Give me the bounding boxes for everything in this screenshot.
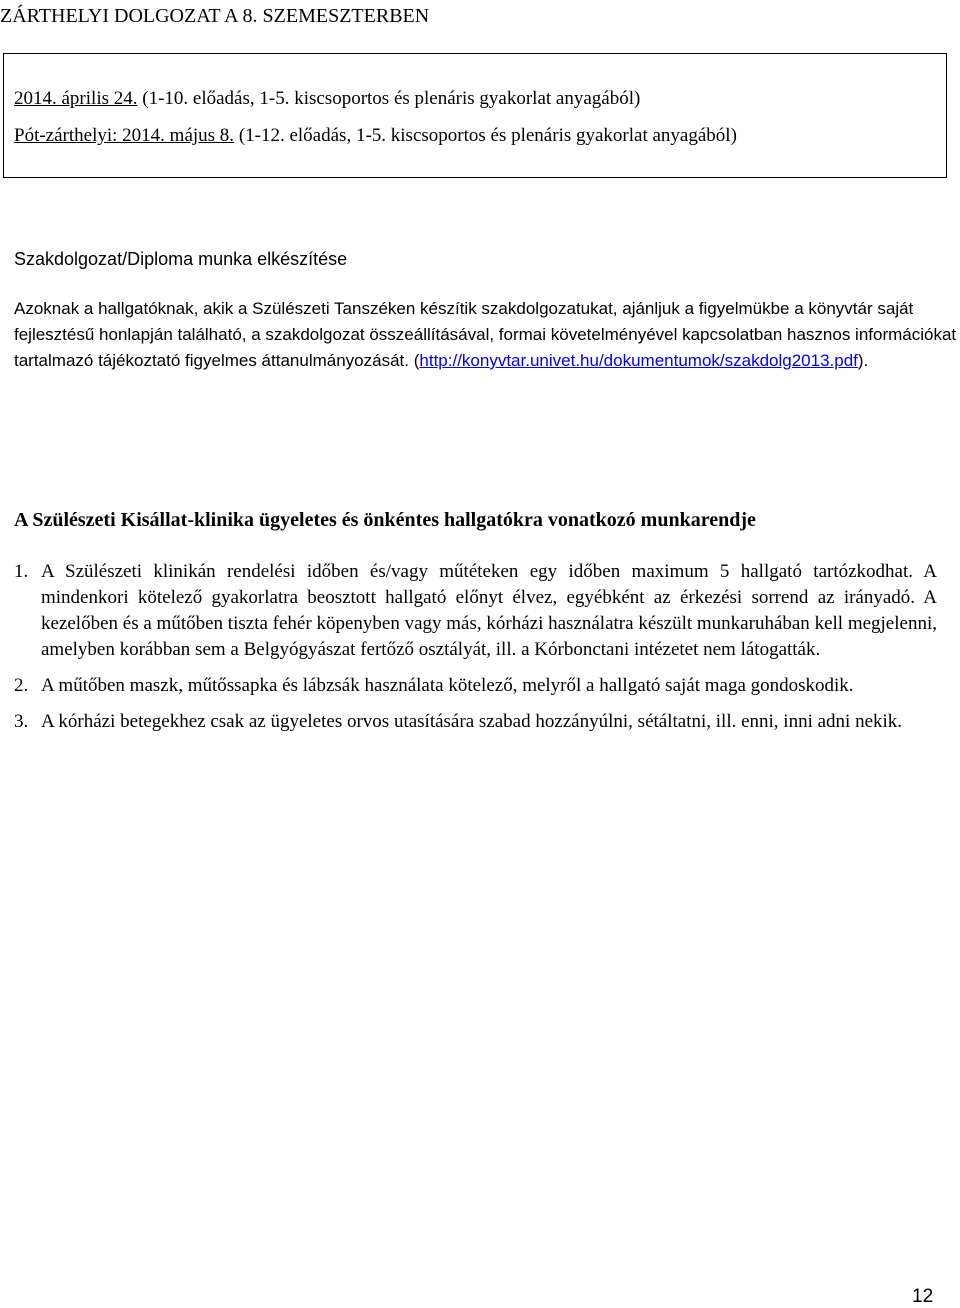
retake-scope: (1-12. előadás, 1-5. kiscsoportos és plenáris gyakorlat anyagából) xyxy=(234,125,737,146)
rules-list xyxy=(14,559,937,745)
page-heading: ZÁRTHELYI DOLGOZAT A 8. SZEMESZTERBEN xyxy=(0,5,430,27)
thesis-paragraph xyxy=(14,296,960,374)
rule-item xyxy=(14,709,937,735)
retake-date-line xyxy=(14,124,737,148)
rule-number: 3. xyxy=(14,711,29,732)
thesis-text: Azoknak a hallgatóknak, akik a Szülészeti Tanszéken készítik szakdolgozatukat, ajánljuk a figyelmükbe a könyvtár saját fejlesztésű honlapján található, a szakdolgozat összeállításával, formai követelményével kapcsolatban hasznos információkat tartalmazó tájékoztató figyelmes áttanulmányozását. xyxy=(14,299,957,370)
exam-scope: (1-10. előadás, 1-5. kiscsoportos és plenáris gyakorlat anyagából) xyxy=(137,88,641,109)
link-open-paren: ( xyxy=(413,351,420,370)
page-number: 12 xyxy=(912,1286,934,1307)
rule-text: A Szülészeti klinikán rendelési időben és/vagy műtéteken egy időben maximum 5 hallgató tartózkodhat. A mindenkori kötelező gyakorlatra beosztott hallgató előnyt élvez, egyébként az érkezési sorrend az irányadó. A kezelőben és a műtőben tiszta fehér köpenyben vagy más, kórházi használatra készült munkaruhában kell megjelenni, amelyben korábban sem a Belgyógyászat fertőző osztályát, ill. a Kórbonctani intézetet nem látogatták. xyxy=(41,561,937,660)
rule-text: A műtőben maszk, műtőssapka és lábzsák használata kötelező, melyről a hallgató saját maga gondoskodik. xyxy=(41,675,854,696)
exam-schedule-box xyxy=(3,53,947,178)
thesis-section-title: Szakdolgozat/Diploma munka elkészítése xyxy=(14,249,348,269)
rule-number: 2. xyxy=(14,675,29,696)
thesis-guide-link[interactable]: http://konyvtar.univet.hu/dokumentumok/szakdolg2013.pdf xyxy=(419,351,858,370)
rule-item xyxy=(14,673,937,699)
rule-text: A kórházi betegekhez csak az ügyeletes orvos utasítására szabad hozzányúlni, sétáltatni, ill. enni, inni adni nekik. xyxy=(41,711,903,732)
rule-number: 1. xyxy=(14,561,29,582)
retake-date: Pót-zárthelyi: 2014. május 8. xyxy=(14,125,235,146)
exam-date-line xyxy=(14,87,640,111)
link-close-paren: ). xyxy=(857,351,869,370)
rules-section-title: A Szülészeti Kisállat-klinika ügyeletes és önkéntes hallgatókra vonatkozó munkarendje xyxy=(14,509,756,531)
exam-date: 2014. április 24. xyxy=(14,88,138,109)
rule-item xyxy=(14,559,937,663)
